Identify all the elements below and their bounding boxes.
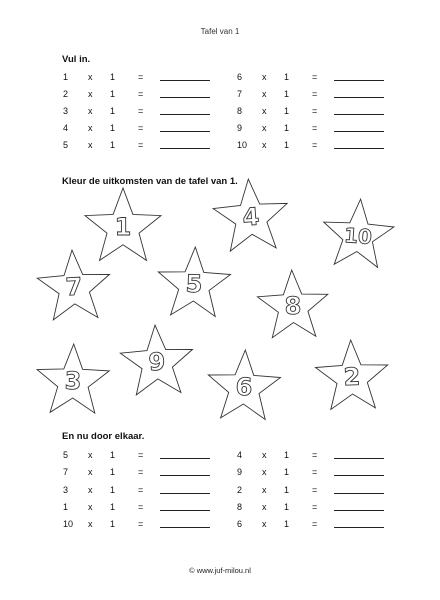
- operand-b: 1: [284, 485, 290, 495]
- times-sign: x: [88, 485, 93, 495]
- answer-line[interactable]: [334, 493, 384, 494]
- equals-sign: =: [312, 89, 318, 99]
- times-sign: x: [262, 450, 267, 460]
- equals-sign: =: [138, 519, 144, 529]
- operand-a: 10: [237, 140, 248, 150]
- operand-b: 1: [284, 467, 290, 477]
- operand-a: 2: [63, 89, 69, 99]
- equals-sign: =: [312, 450, 318, 460]
- times-sign: x: [88, 450, 93, 460]
- equals-sign: =: [138, 140, 144, 150]
- operand-b: 1: [110, 502, 116, 512]
- star-number: 4: [241, 202, 261, 232]
- times-sign: x: [88, 502, 93, 512]
- page-title: Tafel van 1: [200, 27, 240, 36]
- operand-b: 1: [110, 519, 116, 529]
- star-10[interactable]: [324, 199, 394, 267]
- star-9[interactable]: [120, 325, 192, 395]
- operand-a: 8: [237, 502, 243, 512]
- times-sign: x: [262, 89, 267, 99]
- operand-b: 1: [110, 450, 116, 460]
- operand-b: 1: [284, 106, 290, 116]
- operand-b: 1: [284, 450, 290, 460]
- times-sign: x: [262, 72, 267, 82]
- operand-b: 1: [284, 140, 290, 150]
- footer-copyright: © www.juf-milou.nl: [189, 566, 251, 575]
- star-4[interactable]: [213, 179, 287, 251]
- operand-a: 4: [63, 123, 69, 133]
- answer-line[interactable]: [334, 458, 384, 459]
- star-number: 5: [185, 269, 203, 299]
- answer-line[interactable]: [334, 475, 384, 476]
- times-sign: x: [88, 123, 93, 133]
- star-number: 8: [284, 291, 302, 321]
- operand-b: 1: [110, 89, 116, 99]
- operand-a: 7: [237, 89, 243, 99]
- operand-a: 9: [237, 123, 243, 133]
- times-sign: x: [88, 467, 93, 477]
- operand-b: 1: [110, 72, 116, 82]
- equals-sign: =: [138, 502, 144, 512]
- equals-sign: =: [312, 519, 318, 529]
- times-sign: x: [88, 106, 93, 116]
- times-sign: x: [262, 140, 267, 150]
- star-number: 1: [114, 213, 132, 241]
- operand-a: 1: [63, 502, 69, 512]
- equals-sign: =: [138, 450, 144, 460]
- answer-line[interactable]: [160, 493, 210, 494]
- operand-a: 8: [237, 106, 243, 116]
- heading-vul-in: Vul in.: [62, 54, 91, 65]
- star-5[interactable]: [158, 247, 230, 317]
- operand-a: 1: [63, 72, 69, 82]
- heading-door-elkaar: En nu door elkaar.: [62, 431, 145, 442]
- times-sign: x: [262, 485, 267, 495]
- operand-a: 5: [63, 140, 69, 150]
- star-6[interactable]: [208, 350, 280, 420]
- operand-b: 1: [110, 106, 116, 116]
- answer-line[interactable]: [160, 458, 210, 459]
- equals-sign: =: [312, 106, 318, 116]
- star-7[interactable]: [37, 250, 109, 320]
- equals-sign: =: [138, 89, 144, 99]
- times-sign: x: [262, 123, 267, 133]
- operand-b: 1: [284, 519, 290, 529]
- answer-line[interactable]: [334, 510, 384, 511]
- answer-line[interactable]: [160, 510, 210, 511]
- equals-sign: =: [312, 72, 318, 82]
- equals-sign: =: [312, 140, 318, 150]
- star-8[interactable]: [257, 270, 327, 338]
- operand-b: 1: [110, 467, 116, 477]
- operand-a: 7: [63, 467, 69, 477]
- equals-sign: =: [138, 467, 144, 477]
- operand-a: 9: [237, 467, 243, 477]
- times-sign: x: [262, 519, 267, 529]
- operand-b: 1: [284, 123, 290, 133]
- operand-a: 3: [63, 485, 69, 495]
- star-1[interactable]: [85, 188, 161, 260]
- equals-sign: =: [138, 106, 144, 116]
- times-sign: x: [262, 467, 267, 477]
- operand-b: 1: [110, 140, 116, 150]
- equals-sign: =: [138, 123, 144, 133]
- star-number: 6: [235, 372, 253, 402]
- operand-a: 4: [237, 450, 243, 460]
- times-sign: x: [262, 106, 267, 116]
- equals-sign: =: [312, 467, 318, 477]
- operand-b: 1: [110, 485, 116, 495]
- star-number: 2: [343, 362, 361, 392]
- times-sign: x: [88, 72, 93, 82]
- operand-a: 10: [63, 519, 74, 529]
- star-number: 9: [147, 347, 167, 377]
- equals-sign: =: [312, 485, 318, 495]
- star-number: 10: [343, 223, 373, 249]
- operand-b: 1: [284, 89, 290, 99]
- answer-line[interactable]: [160, 475, 210, 476]
- times-sign: x: [88, 519, 93, 529]
- operand-a: 3: [63, 106, 69, 116]
- star-number: 7: [64, 272, 84, 302]
- operand-a: 6: [237, 72, 243, 82]
- operand-a: 6: [237, 519, 243, 529]
- answer-line[interactable]: [160, 527, 210, 528]
- operand-b: 1: [284, 502, 290, 512]
- star-2[interactable]: [316, 340, 388, 410]
- heading-kleur: Kleur de uitkomsten van de tafel van 1.: [62, 176, 238, 187]
- times-sign: x: [88, 89, 93, 99]
- equals-sign: =: [138, 485, 144, 495]
- operand-a: 5: [63, 450, 69, 460]
- operand-b: 1: [110, 123, 116, 133]
- answer-line[interactable]: [334, 527, 384, 528]
- equals-sign: =: [138, 72, 144, 82]
- times-sign: x: [262, 502, 267, 512]
- star-3[interactable]: [37, 344, 109, 413]
- times-sign: x: [88, 140, 93, 150]
- equals-sign: =: [312, 502, 318, 512]
- operand-b: 1: [284, 72, 290, 82]
- operand-a: 2: [237, 485, 243, 495]
- star-number: 3: [64, 366, 82, 396]
- equals-sign: =: [312, 123, 318, 133]
